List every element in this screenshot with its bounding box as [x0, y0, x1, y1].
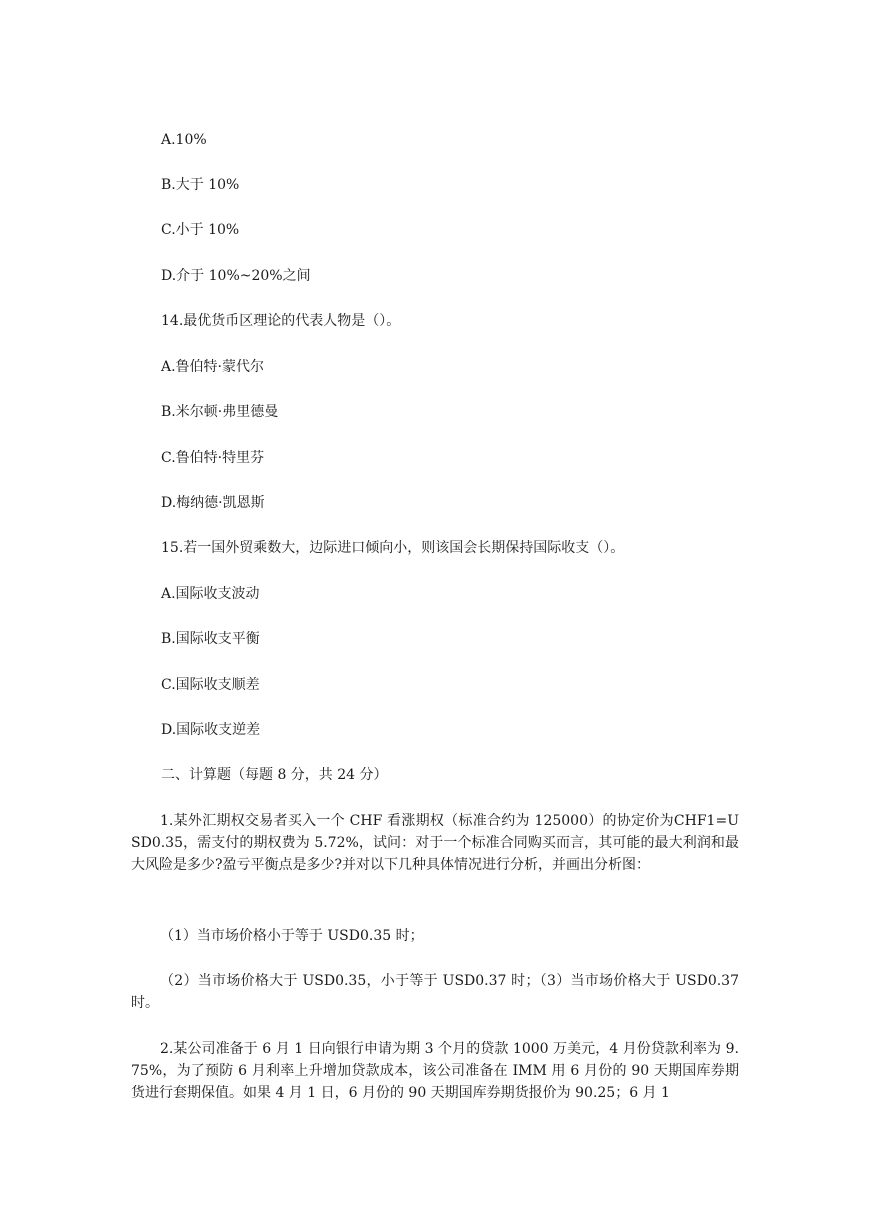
problem-1-case-2-3: （2）当市场价格大于 USD0.35，小于等于 USD0.37 时；（3）当市场价格大于 USD0.37时。: [131, 973, 739, 1011]
option-q15-b: B.国际收支平衡: [161, 631, 260, 647]
option-q14-d: D.梅纳德·凯恩斯: [161, 495, 265, 511]
question-15: 15.若一国外贸乘数大，边际进口倾向小，则该国会长期保持国际收支（）。: [161, 540, 625, 556]
option-q15-c: C.国际收支顺差: [161, 677, 260, 693]
option-q14-c: C.鲁伯特·特里芬: [161, 450, 265, 466]
section-heading: 二、计算题（每题 8 分，共 24 分）: [161, 767, 388, 783]
option-q13-d: D.介于 10%~20%之间: [161, 268, 311, 284]
option-q14-a: A.鲁伯特·蒙代尔: [161, 359, 265, 375]
problem-2-text: 2.某公司准备于 6 月 1 日向银行申请为期 3 个月的贷款 1000 万美元，4 月份贷款利率为 9.75%，为了预防 6 月利率上升增加贷款成本，该公司准备在 IMM 用 6 月份的 90 天期国库券期货进行套期保值。如果 4 月 1 日，6 月份的 90 天期国库券期货报价为 90.25；6 月 1: [131, 1041, 739, 1101]
problem-1-text: 1.某外汇期权交易者买入一个 CHF 看涨期权（标准合约为 125000）的协定价为CHF1=USD0.35，需支付的期权费为 5.72%，试问：对于一个标准合同购买而言，其可能的最大利润和最大风险是多少?盈亏平衡点是多少?并对以下几种具体情况进行分析，并画出分析图：: [131, 813, 739, 873]
option-q14-b: B.米尔顿·弗里德曼: [161, 404, 279, 420]
problem-1-case-1: （1）当市场价格小于等于 USD0.35 时；: [160, 928, 424, 944]
question-14: 14.最优货币区理论的代表人物是（）。: [161, 313, 401, 329]
option-q13-c: C.小于 10%: [161, 222, 240, 238]
option-q15-a: A.国际收支波动: [161, 586, 260, 602]
option-q13-a: A.10%: [161, 132, 207, 148]
option-q15-d: D.国际收支逆差: [161, 722, 261, 738]
option-q13-b: B.大于 10%: [161, 177, 240, 193]
